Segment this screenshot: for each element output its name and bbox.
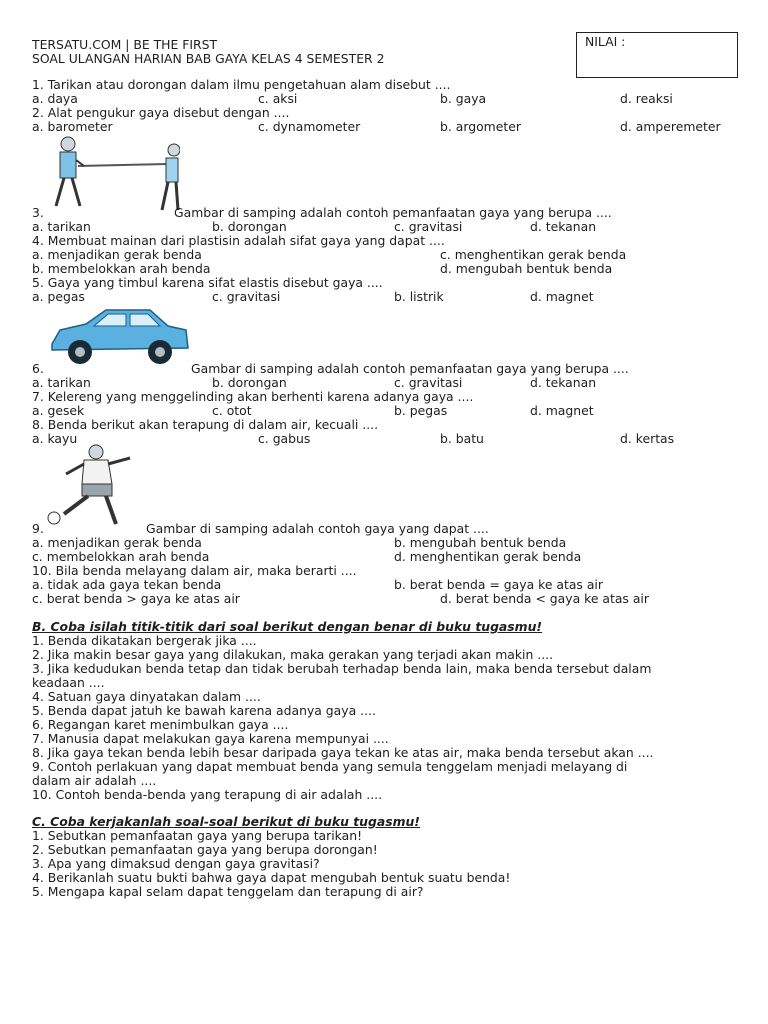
question-6-number: 6. bbox=[32, 361, 44, 376]
fill-in-item: 8. Jika gaya tekan benda lebih besar daripada gaya tekan ke atas air, maka benda tersebut akan .... bbox=[32, 745, 654, 760]
q1-option-a: a. daya bbox=[32, 91, 78, 106]
q9-option-d: d. menghentikan gerak benda bbox=[394, 549, 582, 564]
fill-in-item: 5. Benda dapat jatuh ke bawah karena adanya gaya .... bbox=[32, 703, 376, 718]
fill-in-item: 2. Jika makin besar gaya yang dilakukan, maka gerakan yang terjadi akan makin .... bbox=[32, 647, 554, 662]
question-6: Gambar di samping adalah contoh pemanfaatan gaya yang berupa .... bbox=[191, 361, 629, 376]
q3-option-d: d. tekanan bbox=[530, 219, 597, 234]
q3-option-b: b. dorongan bbox=[212, 219, 287, 234]
question-8: 8. Benda berikut akan terapung di dalam air, kecuali .... bbox=[32, 417, 379, 432]
q7-option-b: b. pegas bbox=[394, 403, 448, 418]
q9-option-c: c. membelokkan arah benda bbox=[32, 549, 210, 564]
fill-in-item-continued: keadaan .... bbox=[32, 675, 105, 690]
fill-in-item: 10. Contoh benda-benda yang terapung di air adalah .... bbox=[32, 787, 383, 802]
q8-option-b: b. batu bbox=[440, 431, 484, 446]
essay-item: 4. Berikanlah suatu bukti bahwa gaya dapat mengubah bentuk suatu benda! bbox=[32, 870, 511, 885]
q9-option-b: b. mengubah bentuk benda bbox=[394, 535, 567, 550]
q6-option-b: b. dorongan bbox=[212, 375, 287, 390]
question-2: 2. Alat pengukur gaya disebut dengan .... bbox=[32, 105, 290, 120]
q2-option-a: a. barometer bbox=[32, 119, 113, 134]
fill-in-item: 9. Contoh perlakuan yang dapat membuat benda yang semula tenggelam menjadi melayang di bbox=[32, 759, 628, 774]
question-9: Gambar di samping adalah contoh gaya yang dapat .... bbox=[146, 521, 489, 536]
q4-option-b: b. membelokkan arah benda bbox=[32, 261, 211, 276]
q3-option-a: a. tarikan bbox=[32, 219, 91, 234]
question-1: 1. Tarikan atau dorongan dalam ilmu pengetahuan alam disebut .... bbox=[32, 77, 451, 92]
section-b-heading: B. Coba isilah titik-titik dari soal berikut dengan benar di buku tugasmu! bbox=[32, 619, 543, 634]
header-title: SOAL ULANGAN HARIAN BAB GAYA KELAS 4 SEMESTER 2 bbox=[32, 51, 385, 66]
q10-option-a: a. tidak ada gaya tekan benda bbox=[32, 577, 222, 592]
essay-item: 5. Mengapa kapal selam dapat tenggelam dan terapung di air? bbox=[32, 884, 424, 899]
fill-in-item: 1. Benda dikatakan bergerak jika .... bbox=[32, 633, 257, 648]
q7-option-c: c. otot bbox=[212, 403, 252, 418]
question-4: 4. Membuat mainan dari plastisin adalah sifat gaya yang dapat .... bbox=[32, 233, 445, 248]
score-box bbox=[576, 32, 738, 78]
question-9-number: 9. bbox=[32, 521, 44, 536]
fill-in-item-continued: dalam air adalah .... bbox=[32, 773, 157, 788]
car-push-image bbox=[46, 304, 192, 372]
fill-in-item: 3. Jika kedudukan benda tetap dan tidak berubah terhadap benda lain, maka benda tersebut dalam bbox=[32, 661, 652, 676]
question-3: Gambar di samping adalah contoh pemanfaatan gaya yang berupa .... bbox=[174, 205, 612, 220]
question-3-number: 3. bbox=[32, 205, 44, 220]
header-site: TERSATU.COM | BE THE FIRST bbox=[32, 37, 218, 52]
q2-option-b: b. argometer bbox=[440, 119, 521, 134]
fill-in-item: 7. Manusia dapat melakukan gaya karena mempunyai .... bbox=[32, 731, 389, 746]
q3-option-c: c. gravitasi bbox=[394, 219, 463, 234]
q10-option-c: c. berat benda > gaya ke atas air bbox=[32, 591, 240, 606]
question-7: 7. Kelereng yang menggelinding akan berhenti karena adanya gaya .... bbox=[32, 389, 474, 404]
essay-item: 1. Sebutkan pemanfaatan gaya yang berupa tarikan! bbox=[32, 828, 363, 843]
football-kick-image bbox=[46, 444, 142, 528]
section-c-heading: C. Coba kerjakanlah soal-soal berikut di buku tugasmu! bbox=[32, 814, 420, 829]
fill-in-item: 6. Regangan karet menimbulkan gaya .... bbox=[32, 717, 289, 732]
q6-option-a: a. tarikan bbox=[32, 375, 91, 390]
q2-option-d: d. amperemeter bbox=[620, 119, 721, 134]
q2-option-c: c. dynamometer bbox=[258, 119, 361, 134]
q1-option-b: b. gaya bbox=[440, 91, 487, 106]
q6-option-c: c. gravitasi bbox=[394, 375, 463, 390]
q5-option-a: a. pegas bbox=[32, 289, 85, 304]
question-10: 10. Bila benda melayang dalam air, maka berarti .... bbox=[32, 563, 357, 578]
q9-option-a: a. menjadikan gerak benda bbox=[32, 535, 202, 550]
q8-option-c: c. gabus bbox=[258, 431, 311, 446]
q5-option-c: c. gravitasi bbox=[212, 289, 281, 304]
essay-item: 2. Sebutkan pemanfaatan gaya yang berupa dorongan! bbox=[32, 842, 378, 857]
q4-option-d: d. mengubah bentuk benda bbox=[440, 261, 613, 276]
q6-option-d: d. tekanan bbox=[530, 375, 597, 390]
q7-option-a: a. gesek bbox=[32, 403, 85, 418]
q10-option-d: d. berat benda < gaya ke atas air bbox=[440, 591, 649, 606]
q5-option-b: b. listrik bbox=[394, 289, 444, 304]
q4-option-c: c. menghentikan gerak benda bbox=[440, 247, 627, 262]
essay-item: 3. Apa yang dimaksud dengan gaya gravitasi? bbox=[32, 856, 320, 871]
q4-option-a: a. menjadikan gerak benda bbox=[32, 247, 202, 262]
q7-option-d: d. magnet bbox=[530, 403, 594, 418]
question-5: 5. Gaya yang timbul karena sifat elastis disebut gaya .... bbox=[32, 275, 383, 290]
fill-in-item: 4. Satuan gaya dinyatakan dalam .... bbox=[32, 689, 261, 704]
q5-option-d: d. magnet bbox=[530, 289, 594, 304]
score-label: NILAI : bbox=[585, 34, 626, 49]
q1-option-c: c. aksi bbox=[258, 91, 298, 106]
q1-option-d: d. reaksi bbox=[620, 91, 673, 106]
q8-option-d: d. kertas bbox=[620, 431, 675, 446]
tug-of-war-image bbox=[50, 134, 180, 216]
q10-option-b: b. berat benda = gaya ke atas air bbox=[394, 577, 603, 592]
q8-option-a: a. kayu bbox=[32, 431, 78, 446]
